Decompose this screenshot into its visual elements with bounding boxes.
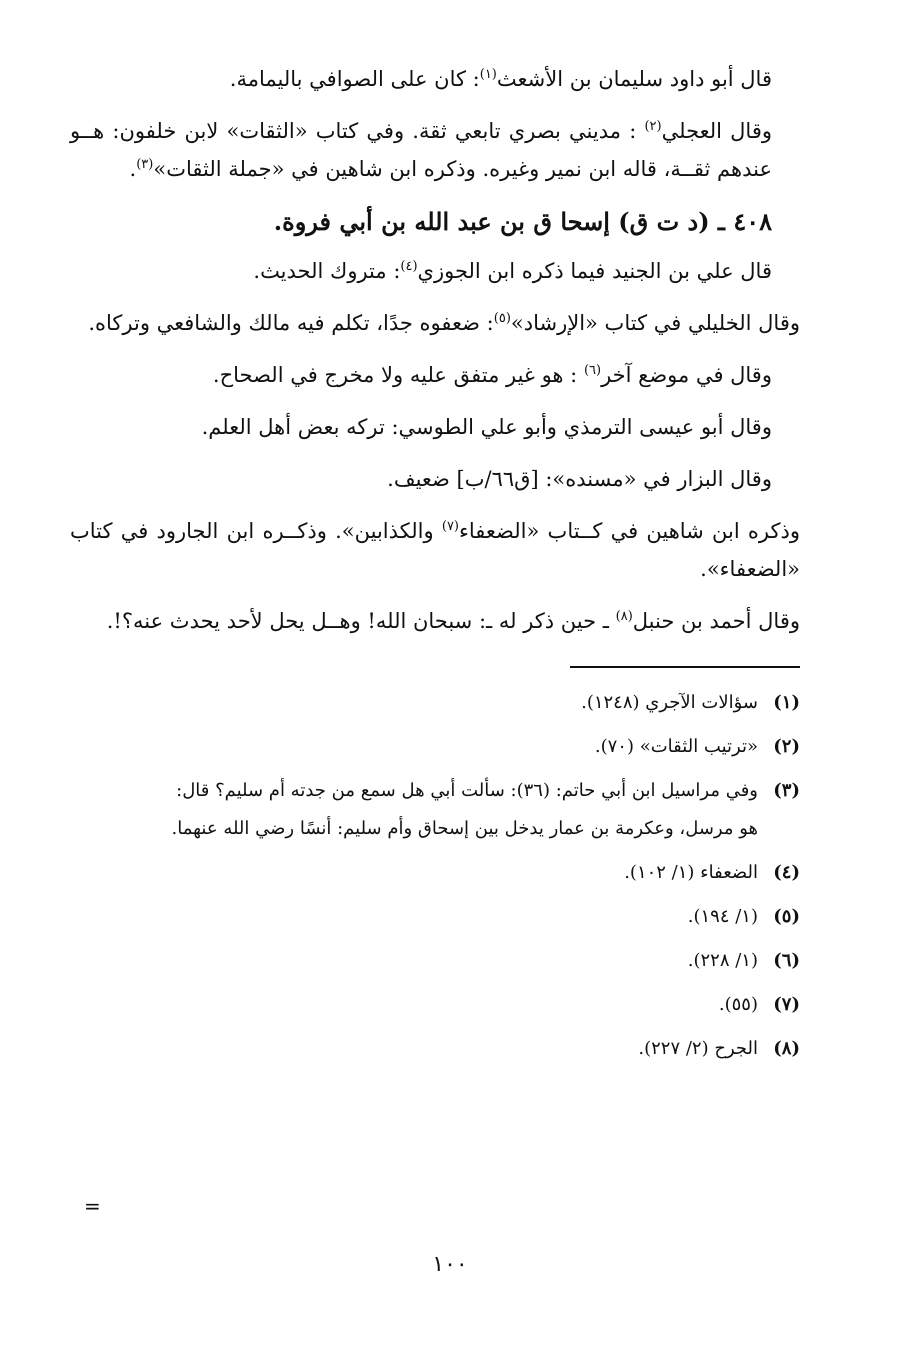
paragraph-text: وقال الخليلي في كتاب «الإرشاد» <box>510 311 800 335</box>
page-body <box>70 60 800 1300</box>
footnote-number: (٦) <box>773 950 800 971</box>
footnote <box>70 1030 800 1068</box>
paragraph-text: قال أبو داود سليمان بن الأشعث <box>496 67 772 91</box>
footnote-ref: (٣) <box>136 157 154 172</box>
footnote <box>70 942 800 980</box>
paragraph-text: : متروك الحديث. <box>253 259 401 283</box>
paragraph-another-place <box>70 356 800 394</box>
paragraph-ibn-shahin <box>70 512 800 588</box>
paragraph-text: ـ حين ذكر له ـ: سبحان الله! وهــل يحل لأحد يحدث عنه؟!. <box>106 609 616 633</box>
paragraph-text: وقال البزار في «مسنده»: [ق٦٦/ب] ضعيف. <box>387 467 772 491</box>
paragraph-text: وذكره ابن شاهين في كــتاب «الضعفاء <box>459 519 800 543</box>
footnote <box>70 684 800 722</box>
footnote-number: (٧) <box>773 994 800 1015</box>
footnote-number: (٢) <box>773 736 800 757</box>
footnote-number: (٤) <box>773 862 800 883</box>
footnote-number: (١) <box>773 692 800 713</box>
paragraph-text: وقال في موضع آخر <box>601 363 772 387</box>
footnote-number: (٨) <box>773 1038 800 1059</box>
footnote-separator <box>570 666 800 668</box>
paragraph-bazzar <box>70 460 800 498</box>
paragraph-abu-dawud <box>70 60 800 98</box>
footnote-text: (١/ ٢٢٨). <box>687 950 758 971</box>
paragraph-text: وقال أحمد بن حنبل <box>632 609 800 633</box>
footnote-text: (١/ ١٩٤). <box>687 906 758 927</box>
footnote-number: (٣) <box>773 780 800 801</box>
footnote <box>70 854 800 892</box>
paragraph-text: : ضعفوه جدًا، تكلم فيه مالك والشافعي وتركاه. <box>88 311 494 335</box>
footnote <box>70 728 800 766</box>
footnote-ref: (٦) <box>583 363 602 378</box>
footnote <box>70 772 800 848</box>
paragraph-ibn-junaid <box>70 252 800 290</box>
paragraph-text: وقال العجلي <box>661 119 773 143</box>
footnote-text: الضعفاء (١/ ١٠٢). <box>624 862 758 883</box>
footnote-ref: (٢) <box>644 119 662 134</box>
footnote-ref: (٨) <box>615 609 633 624</box>
paragraph-text: وقال أبو عيسى الترمذي وأبو علي الطوسي: تركه بعض أهل العلم. <box>201 415 772 439</box>
footnote-text: سؤالات الآجري (١٢٤٨). <box>581 692 758 713</box>
footnote-text: (٥٥). <box>718 994 758 1015</box>
page-number: ١٠٠ <box>432 1252 468 1277</box>
footnote <box>70 898 800 936</box>
paragraph-text: . <box>129 157 137 181</box>
footnote-ref: (٧) <box>441 519 459 534</box>
paragraph-tirmidhi <box>70 408 800 446</box>
footnote-text: وفي مراسيل ابن أبي حاتم: (٣٦): سألت أبي هل سمع من جدته أم سليم؟ قال: <box>176 780 758 801</box>
paragraph-text: : مديني بصري تابعي ثقة. وفي كتاب «الثقات» لابن خلفون: هــو عندهم ثقــة، قاله ابن نمير وغيره. وذكره ابن شاهين في «جملة الثقات» <box>70 119 772 181</box>
footnote-number: (٥) <box>773 906 800 927</box>
footnote-text: الجرح (٢/ ٢٢٧). <box>638 1038 758 1059</box>
footnotes <box>70 684 800 1068</box>
paragraph-ijli <box>70 112 800 188</box>
paragraph-text: قال علي بن الجنيد فيما ذكره ابن الجوزي <box>417 259 772 283</box>
footnote <box>70 986 800 1024</box>
paragraph-text: : كان على الصوافي باليمامة. <box>229 67 480 91</box>
footnote-text: هو مرسل، وعكرمة بن عمار يدخل بين إسحاق وأم سليم: أنسًا رضي الله عنهما. <box>171 818 758 839</box>
footnote-text: «ترتيب الثقات» (٧٠). <box>594 736 758 757</box>
entry-heading: ٤٠٨ ـ (د ت ق) إسحا ق بن عبد الله بن أبي فروة. <box>273 207 772 236</box>
footnote-ref: (٥) <box>493 311 511 326</box>
paragraph-text: والكذابين». وذكــره ابن الجارود في كتاب «الضعفاء». <box>70 519 800 581</box>
paragraph-text: : هو غير متفق عليه ولا مخرج في الصحاح. <box>212 363 584 387</box>
footnote-ref: (٤) <box>400 259 418 274</box>
paragraph-khalili <box>70 304 800 342</box>
footnote-ref: (١) <box>479 67 497 82</box>
continuation-mark: = <box>84 1194 101 1218</box>
paragraph-ahmad <box>70 602 800 640</box>
